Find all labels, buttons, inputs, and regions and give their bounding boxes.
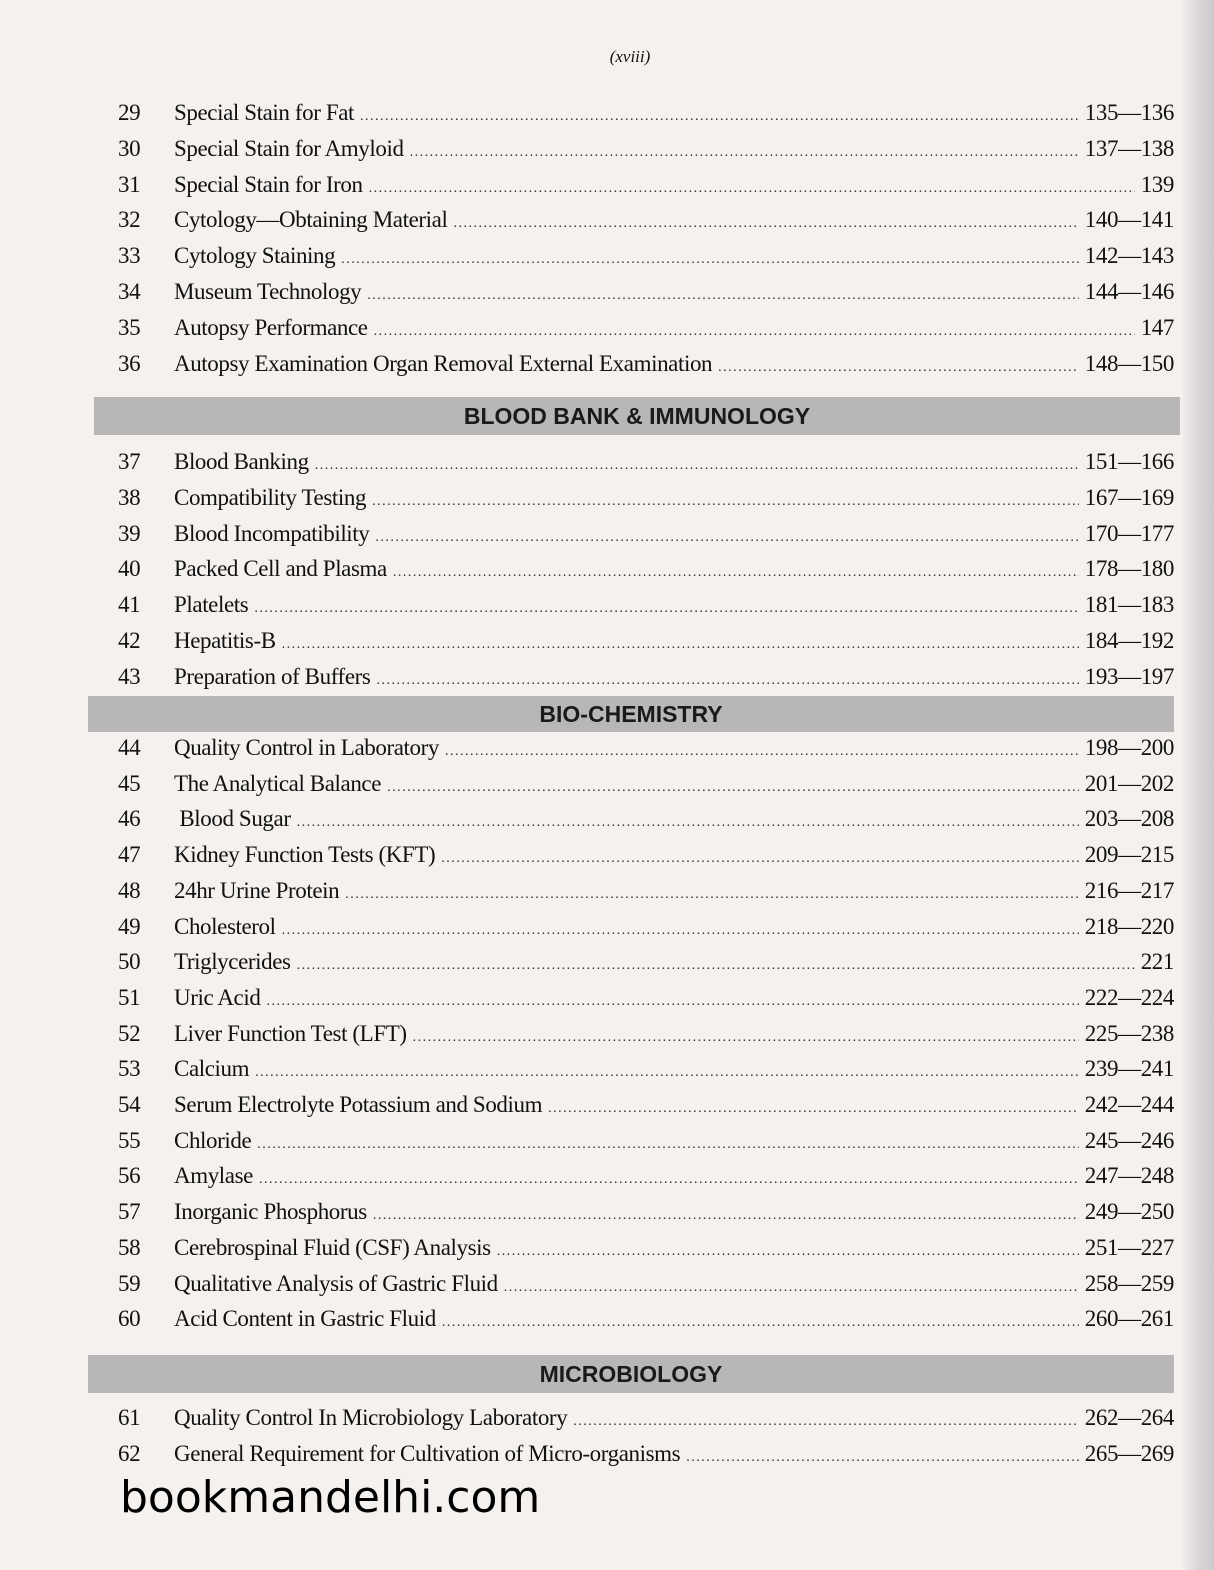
entry-pages: 216—217 [1084,877,1174,903]
dot-leader [259,1172,1079,1188]
entry-number: 55 [118,1127,141,1153]
entry-title: Special Stain for Iron [174,171,363,197]
dot-leader [369,181,1135,197]
dot-leader [360,109,1079,125]
entry-pages: 251—227 [1084,1234,1174,1260]
toc-entry [118,1235,1174,1265]
toc-entry [118,985,1174,1015]
entry-number: 58 [118,1234,141,1260]
entry-pages: 135—136 [1084,100,1174,125]
entry-title: Hepatitis-B [174,628,276,653]
entry-number: 62 [118,1440,141,1466]
entry-pages: 225—238 [1084,1020,1174,1046]
entry-number: 51 [118,984,141,1010]
toc-entry [118,735,1174,765]
entry-pages: 209—215 [1084,842,1174,868]
entry-number: 33 [118,243,141,269]
entry-title: Acid Content in Gastric Fluid [174,1306,436,1332]
entry-pages: 181—183 [1084,592,1174,618]
entry-title: Special Stain for Amyloid [174,135,404,161]
toc-entry [118,949,1174,979]
entry-number: 45 [118,770,141,796]
entry-pages: 262—264 [1084,1405,1174,1430]
entry-number: 29 [118,100,141,125]
entry-pages: 170—177 [1084,520,1174,546]
dot-leader [282,923,1079,939]
entry-number: 43 [118,663,141,689]
toc-entry [118,628,1174,658]
entry-number: 46 [118,806,141,832]
dot-leader [376,673,1078,689]
section-header-blood-bank: BLOOD BANK & IMMUNOLOGY [94,397,1180,435]
dot-leader [387,780,1079,796]
entry-title: Blood Incompatibility [174,520,370,546]
entry-pages: 218—220 [1084,913,1174,939]
entry-pages: 184—192 [1084,628,1174,653]
entry-pages: 151—166 [1084,449,1174,474]
dot-leader [497,1244,1079,1260]
entry-pages: 221 [1140,949,1174,975]
entry-title: Uric Acid [174,984,261,1010]
section-header-microbiology: MICROBIOLOGY [88,1355,1174,1393]
entry-number: 38 [118,484,141,510]
entry-number: 36 [118,350,141,376]
dot-leader [445,744,1079,760]
dot-leader [297,958,1135,974]
entry-pages: 139 [1140,171,1174,197]
dot-leader [374,324,1135,340]
dot-leader [504,1280,1079,1296]
entry-pages: 140—141 [1084,207,1174,233]
toc-entry [118,1306,1174,1336]
dot-leader [410,145,1079,161]
entry-pages: 203—208 [1084,806,1174,832]
entry-title: Cytology—Obtaining Material [174,207,448,233]
dot-leader [393,565,1079,581]
entry-pages: 142—143 [1084,243,1174,269]
entry-title: Chloride [174,1127,252,1153]
dot-leader [441,851,1079,867]
dot-leader [345,887,1079,903]
dot-leader [372,494,1079,510]
toc-entry [118,592,1174,622]
toc-entry [118,1056,1174,1086]
entry-number: 37 [118,449,141,474]
toc-entry [118,1163,1174,1193]
entry-pages: 222—224 [1084,984,1174,1010]
entry-number: 48 [118,877,141,903]
entry-title: Museum Technology [174,279,362,304]
page-folio: (xviii) [609,47,651,66]
entry-title: Preparation of Buffers [174,663,371,689]
toc-entry [118,1021,1174,1051]
toc-entry [118,1092,1174,1122]
entry-title: Packed Cell and Plasma [174,556,387,582]
toc-entry [118,664,1174,694]
entry-number: 39 [118,520,141,546]
entry-pages: 178—180 [1084,556,1174,582]
entry-number: 44 [118,735,141,760]
toc-entry [118,315,1174,345]
entry-title: Compatibility Testing [174,484,367,510]
dot-leader [255,1065,1079,1081]
dot-leader [573,1414,1079,1430]
entry-title: Triglycerides [174,949,291,975]
toc-entry [118,806,1174,836]
toc-entry [118,556,1174,586]
entry-pages: 201—202 [1084,770,1174,796]
entry-title: General Requirement for Cultivation of Micro-organisms [174,1440,681,1466]
toc-entry [118,351,1174,381]
entry-number: 47 [118,842,141,868]
entry-pages: 193—197 [1084,663,1174,689]
entry-pages: 144—146 [1084,279,1174,304]
dot-leader [367,288,1079,304]
entry-title: Liver Function Test (LFT) [174,1020,407,1046]
entry-number: 32 [118,207,141,233]
entry-title: Platelets [174,592,249,618]
dot-leader [718,360,1079,376]
dot-leader [254,601,1078,617]
entry-pages: 247—248 [1084,1163,1174,1189]
entry-pages: 239—241 [1084,1056,1174,1082]
dot-leader [266,994,1078,1010]
entry-pages: 198—200 [1084,735,1174,760]
entry-number: 53 [118,1056,141,1082]
toc-entry [118,172,1174,202]
entry-pages: 148—150 [1084,350,1174,376]
entry-number: 42 [118,628,141,653]
entry-number: 56 [118,1163,141,1189]
entry-pages: 265—269 [1084,1440,1174,1466]
dot-leader [282,637,1079,653]
dot-leader [341,252,1079,268]
entry-pages: 249—250 [1084,1199,1174,1225]
entry-number: 35 [118,314,141,340]
toc-entry [118,1441,1174,1471]
dot-leader [375,530,1078,546]
entry-number: 52 [118,1020,141,1046]
entry-number: 31 [118,171,141,197]
entry-title: Calcium [174,1056,250,1082]
toc-entry [118,485,1174,515]
entry-pages: 245—246 [1084,1127,1174,1153]
dot-leader [297,815,1079,831]
toc-entry [118,771,1174,801]
dot-leader [442,1315,1079,1331]
toc-entry [118,1199,1174,1229]
entry-pages: 147 [1140,314,1174,340]
toc-entry [118,914,1174,944]
entry-number: 59 [118,1270,141,1296]
entry-title: Qualitative Analysis of Gastric Fluid [174,1270,498,1296]
entry-pages: 258—259 [1084,1270,1174,1296]
toc-entry [118,1271,1174,1301]
section-header-biochemistry: BIO-CHEMISTRY [88,696,1174,732]
entry-number: 60 [118,1306,141,1332]
entry-number: 40 [118,556,141,582]
entry-title: Amylase [174,1163,253,1189]
toc-entry [118,1405,1174,1435]
dot-leader [257,1137,1079,1153]
toc-entry [118,842,1174,872]
entry-pages: 260—261 [1084,1306,1174,1332]
entry-title: Autopsy Examination Organ Removal External Examination [174,350,713,376]
entry-number: 54 [118,1092,141,1117]
entry-title: Blood Banking [174,449,309,474]
toc-entry [118,1128,1174,1158]
toc-entry [118,521,1174,551]
dot-leader [453,216,1078,232]
entry-title: Blood Sugar [174,806,291,832]
entry-number: 34 [118,279,141,304]
dot-leader [548,1101,1079,1117]
entry-title: Quality Control in Laboratory [174,735,439,760]
entry-title: 24hr Urine Protein [174,877,340,903]
entry-number: 57 [118,1199,141,1225]
dot-leader [315,458,1079,474]
entry-number: 49 [118,913,141,939]
entry-pages: 242—244 [1084,1092,1174,1117]
toc-entry [118,878,1174,908]
toc-entry [118,100,1174,130]
dot-leader [686,1450,1079,1466]
entry-pages: 137—138 [1084,135,1174,161]
entry-number: 41 [118,592,141,618]
toc-entry [118,279,1174,309]
entry-title: Cytology Staining [174,243,336,269]
toc-entry [118,243,1174,273]
entry-title: Cholesterol [174,913,276,939]
entry-title: Cerebrospinal Fluid (CSF) Analysis [174,1234,491,1260]
entry-title: The Analytical Balance [174,770,382,796]
toc-entry [118,207,1174,237]
toc-entry [118,136,1174,166]
page-edge-shadow [1180,0,1214,1570]
entry-number: 61 [118,1405,141,1430]
dot-leader [413,1030,1079,1046]
dot-leader [373,1208,1079,1224]
entry-title: Autopsy Performance [174,314,368,340]
entry-title: Quality Control In Microbiology Laboratory [174,1405,568,1430]
watermark-text: bookmandelhi.com [120,1472,541,1523]
toc-entry [118,449,1174,479]
entry-title: Inorganic Phosphorus [174,1199,367,1225]
entry-title: Special Stain for Fat [174,100,355,125]
entry-pages: 167—169 [1084,484,1174,510]
entry-number: 50 [118,949,141,975]
entry-title: Kidney Function Tests (KFT) [174,842,436,868]
entry-title: Serum Electrolyte Potassium and Sodium [174,1092,543,1117]
entry-number: 30 [118,135,141,161]
